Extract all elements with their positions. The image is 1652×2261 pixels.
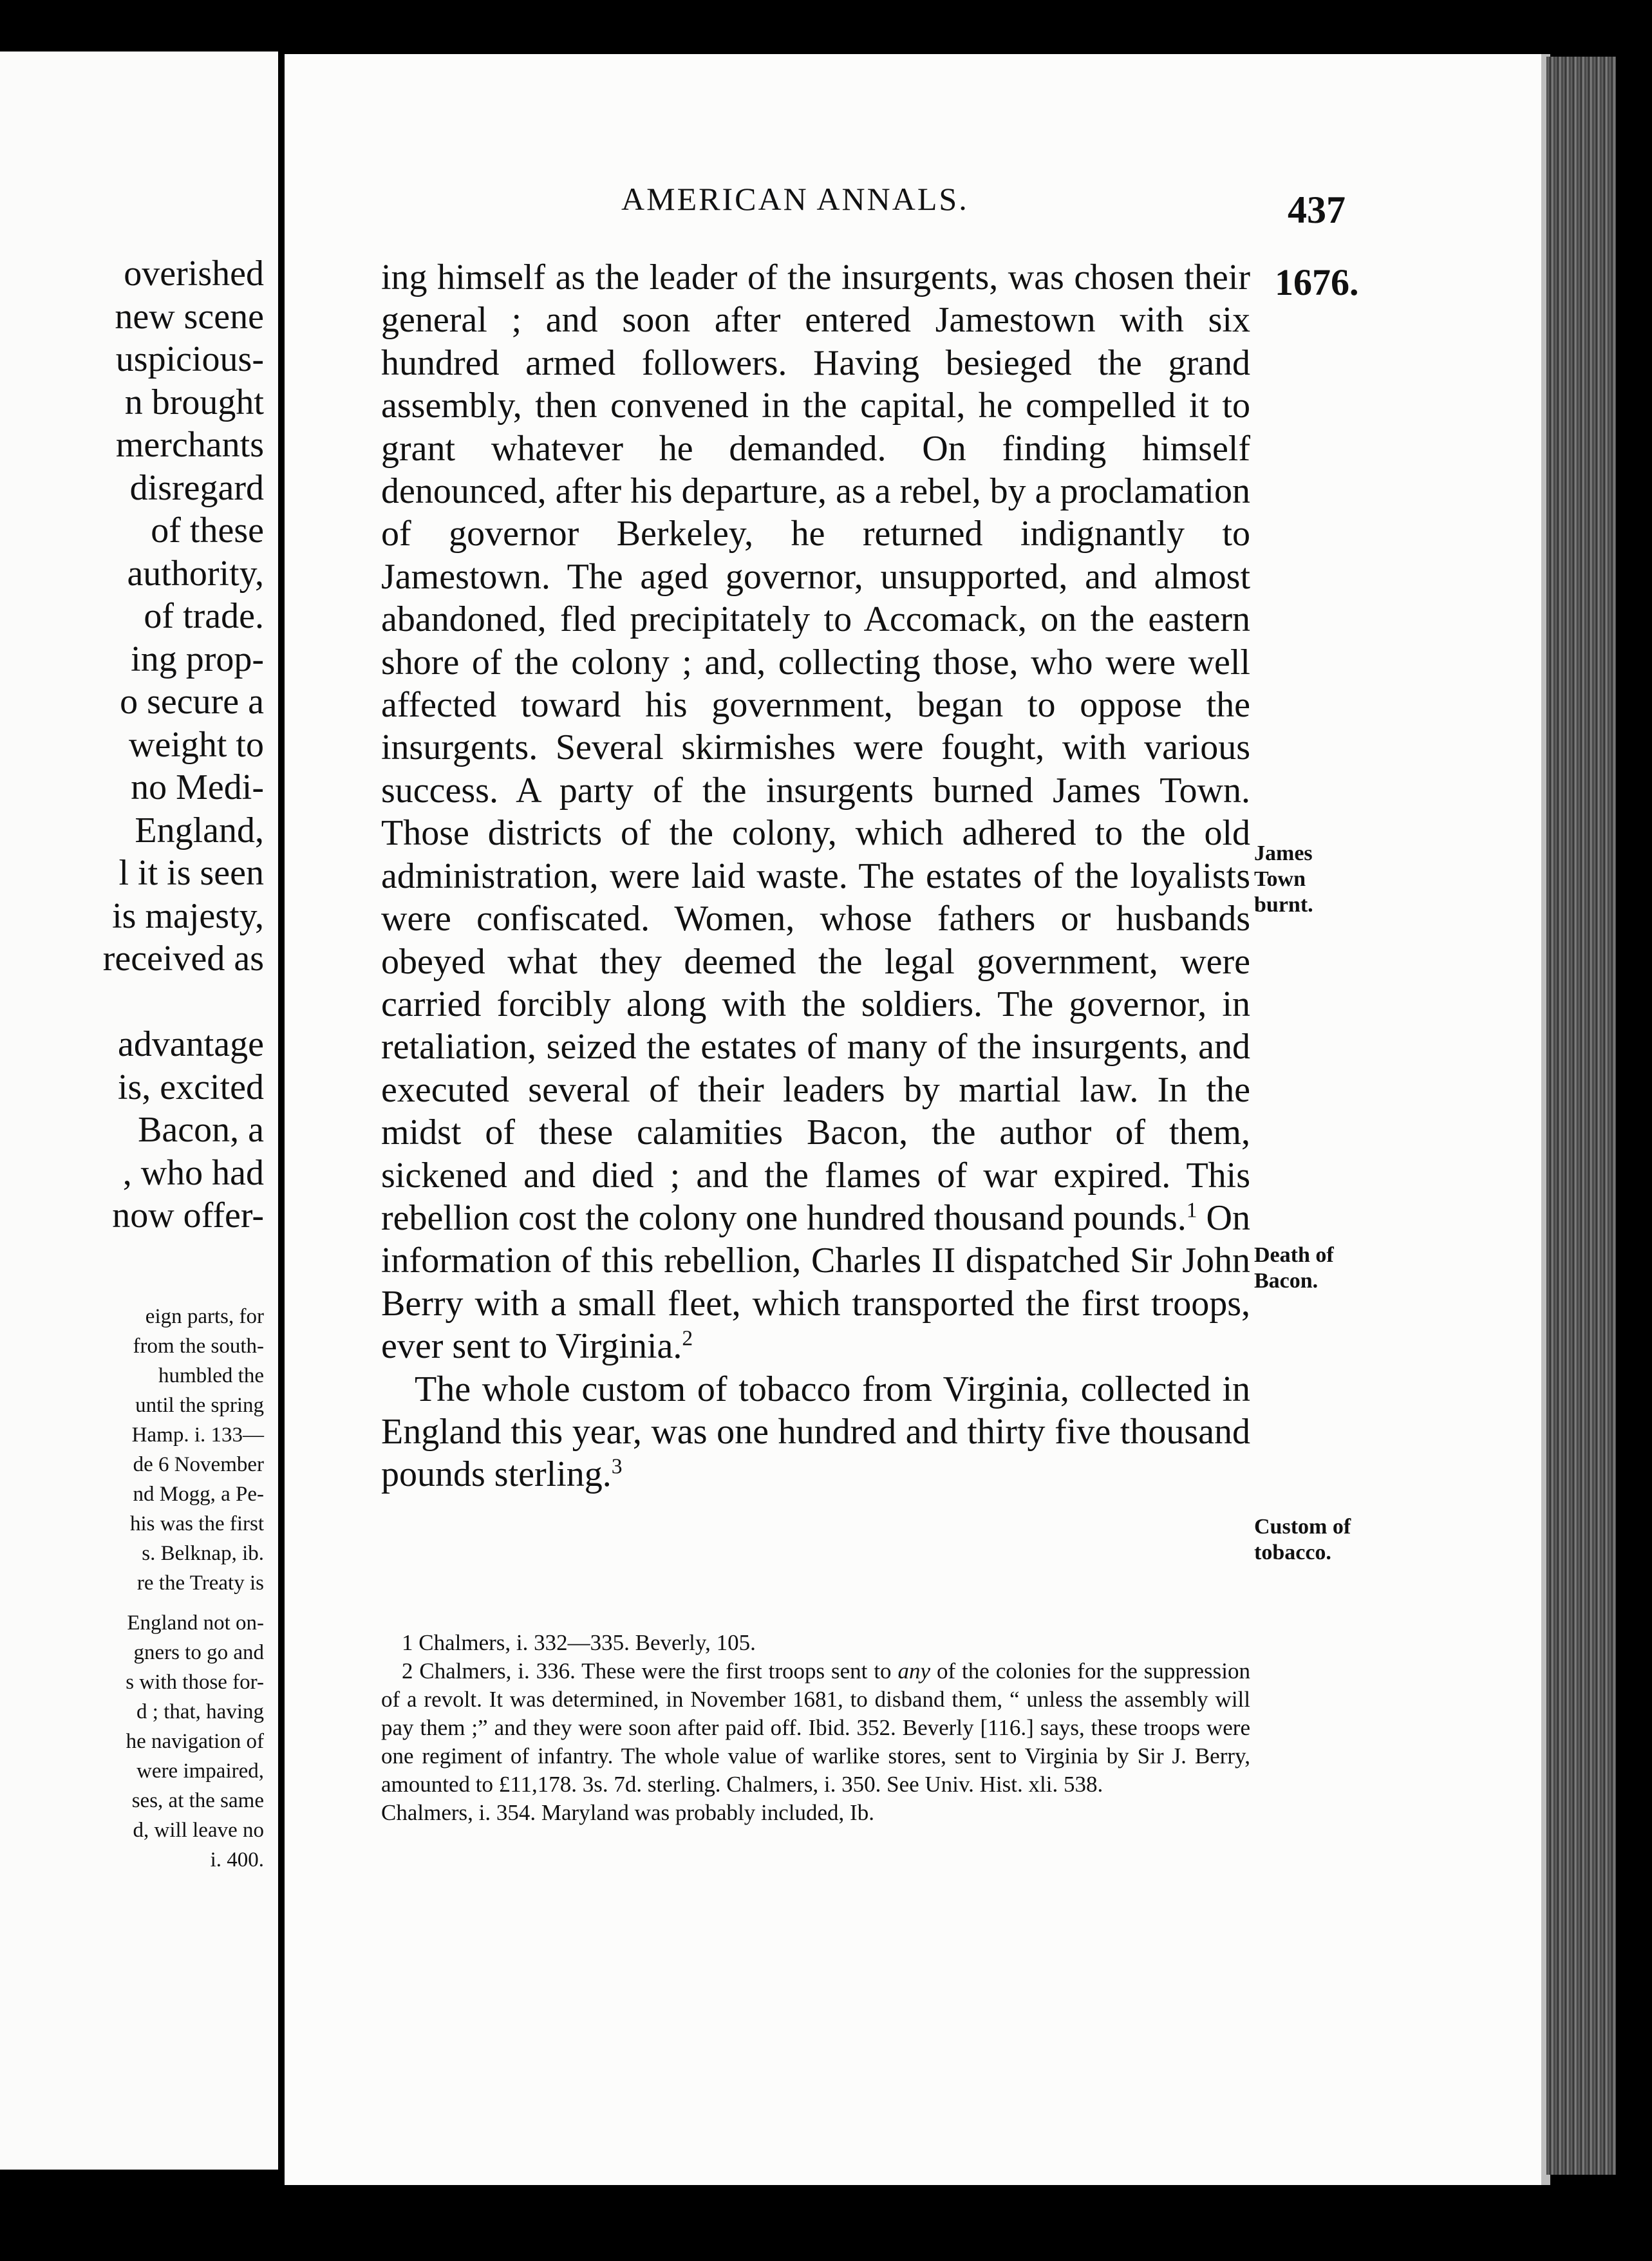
left-line: uspicious- <box>115 339 264 379</box>
left-line: Hamp. i. 133— <box>131 1423 264 1447</box>
left-line: England, <box>135 810 264 850</box>
paragraph-2: The whole custom of tobacco from Virginia, collected in England this year, was one hundred and thirty five thousand pounds sterling.$^3$ <box>381 1369 1250 1495</box>
footnote-2: 2 Chalmers, i. 336. These were the first troops sent to any of the colonies for the suppression of a revolt. It was determined, in November 1681, to disband them, “ unless the assembly will pay them ;” and they were soon after paid off. Ibid. 352. Beverly [116.] says, these troops were one regiment of infantry. The whole value of warlike stores, sent to Virginia by Sir J. Berry, amounted to £11,178. 3s. 7d. sterling. Chalmers, i. 350. See Univ. Hist. xli. 538. <box>381 1658 1250 1797</box>
left-line: o secure a <box>120 682 264 722</box>
left-line: merchants <box>115 425 264 465</box>
left-line: weight to <box>129 724 264 765</box>
body-text <box>381 256 1250 1496</box>
left-line: until the spring <box>135 1394 264 1417</box>
left-page-main-text <box>103 252 264 1237</box>
left-line: no Medi- <box>131 767 264 807</box>
left-line: ing prop- <box>131 639 264 679</box>
left-page-notes-2 <box>126 1608 264 1875</box>
left-line: nd Mogg, a Pe- <box>133 1483 264 1506</box>
left-line: Bacon, a <box>138 1110 264 1150</box>
left-line: i. 400. <box>210 1848 264 1872</box>
left-line: of trade. <box>144 596 264 636</box>
left-line: new scene <box>115 296 264 337</box>
left-line: he navigation of <box>126 1730 264 1753</box>
left-line: of these <box>151 511 264 550</box>
running-header: AMERICAN ANNALS. <box>621 181 969 217</box>
left-line: authority, <box>127 553 264 594</box>
left-line: d ; that, having <box>136 1700 264 1723</box>
left-line: advantage <box>118 1024 264 1064</box>
left-line: humbled the <box>158 1364 264 1387</box>
margin-note-death-of-bacon: Death of Bacon. <box>1254 1243 1334 1293</box>
left-line: ses, at the same <box>131 1789 264 1812</box>
left-line: l it is seen <box>118 853 264 893</box>
page-number: 437 <box>1288 189 1346 231</box>
left-line: England not on- <box>127 1611 264 1635</box>
left-line: is, excited <box>117 1067 264 1107</box>
left-line: n brought <box>124 382 264 422</box>
left-line: gners to go and <box>133 1641 264 1664</box>
left-line: from the south- <box>133 1335 264 1358</box>
left-line: received as <box>102 939 264 979</box>
left-line: disregard <box>129 467 264 508</box>
left-line: overished <box>124 254 264 294</box>
year-margin: 1676. <box>1275 261 1359 303</box>
margin-note-custom-of-tobacco: Custom of tobacco. <box>1254 1515 1351 1564</box>
left-line: de 6 November <box>133 1453 264 1476</box>
left-line <box>103 980 264 1024</box>
left-line: d, will leave no <box>133 1819 264 1842</box>
footnote-3: Chalmers, i. 354. Maryland was probably included, Ib. <box>381 1800 874 1825</box>
left-facing-page <box>0 52 278 2170</box>
left-line: is majesty, <box>112 896 264 936</box>
left-line: s with those for- <box>126 1671 264 1694</box>
left-line: re the Treaty is <box>136 1571 264 1595</box>
left-line: now offer- <box>112 1196 264 1235</box>
left-line: , who had <box>122 1152 264 1193</box>
left-line: his was the first <box>129 1512 264 1535</box>
footnotes <box>381 1629 1250 1827</box>
paragraph-1: ing himself as the leader of the insurgents, was chosen their general ; and soon after entered Jamestown with six hundred armed followers. Having besieged the grand assembly, then convened in the capital, he compelled it to grant whatever he demanded. On finding himself denounced, after his departure, as a rebel, by a proclamation of governor Berkeley, he returned indignantly to Jamestown. The aged governor, unsupported, and almost abandoned, fled precipitately to Accomack, on the eastern shore of the colony ; and, collecting those, who were well affected toward his government, began to oppose the insurgents. Several skirmishes were fought, with various success. A party of the insurgents burned James Town. Those districts of the colony, which adhered to the old administration, were laid waste. The estates of the loyalists were confiscated. Women, whose fathers or husbands obeyed what they deemed the legal government, were carried forcibly along with the soldiers. The governor, in retaliation, seized the estates of many of the insurgents, and executed several of their leaders by martial law. In the midst of these calamities Bacon, the author of them, sickened and died ; and the flames of war expired. This rebellion cost the colony one hundred thousand pounds.$^1$ On information of this rebellion, Charles II dispatched Sir John Berry with a small fleet, which transported the first troops, ever sent to Virginia.$^2$ <box>381 258 1250 1367</box>
left-line: eign parts, for <box>145 1305 264 1328</box>
left-line: s. Belknap, ib. <box>142 1542 264 1565</box>
book-page-edges <box>1546 57 1616 2175</box>
footnote-ref-1: 1 <box>1186 1198 1197 1223</box>
left-page-notes <box>130 1302 264 1598</box>
footnote-ref-2: 2 <box>682 1326 693 1351</box>
footnote-ref-3: 3 <box>611 1454 623 1479</box>
left-line: were impaired, <box>136 1759 264 1783</box>
margin-note-james-town: James Town burnt. <box>1254 841 1313 917</box>
footnote-1: 1 Chalmers, i. 332—335. Beverly, 105. <box>402 1630 756 1655</box>
